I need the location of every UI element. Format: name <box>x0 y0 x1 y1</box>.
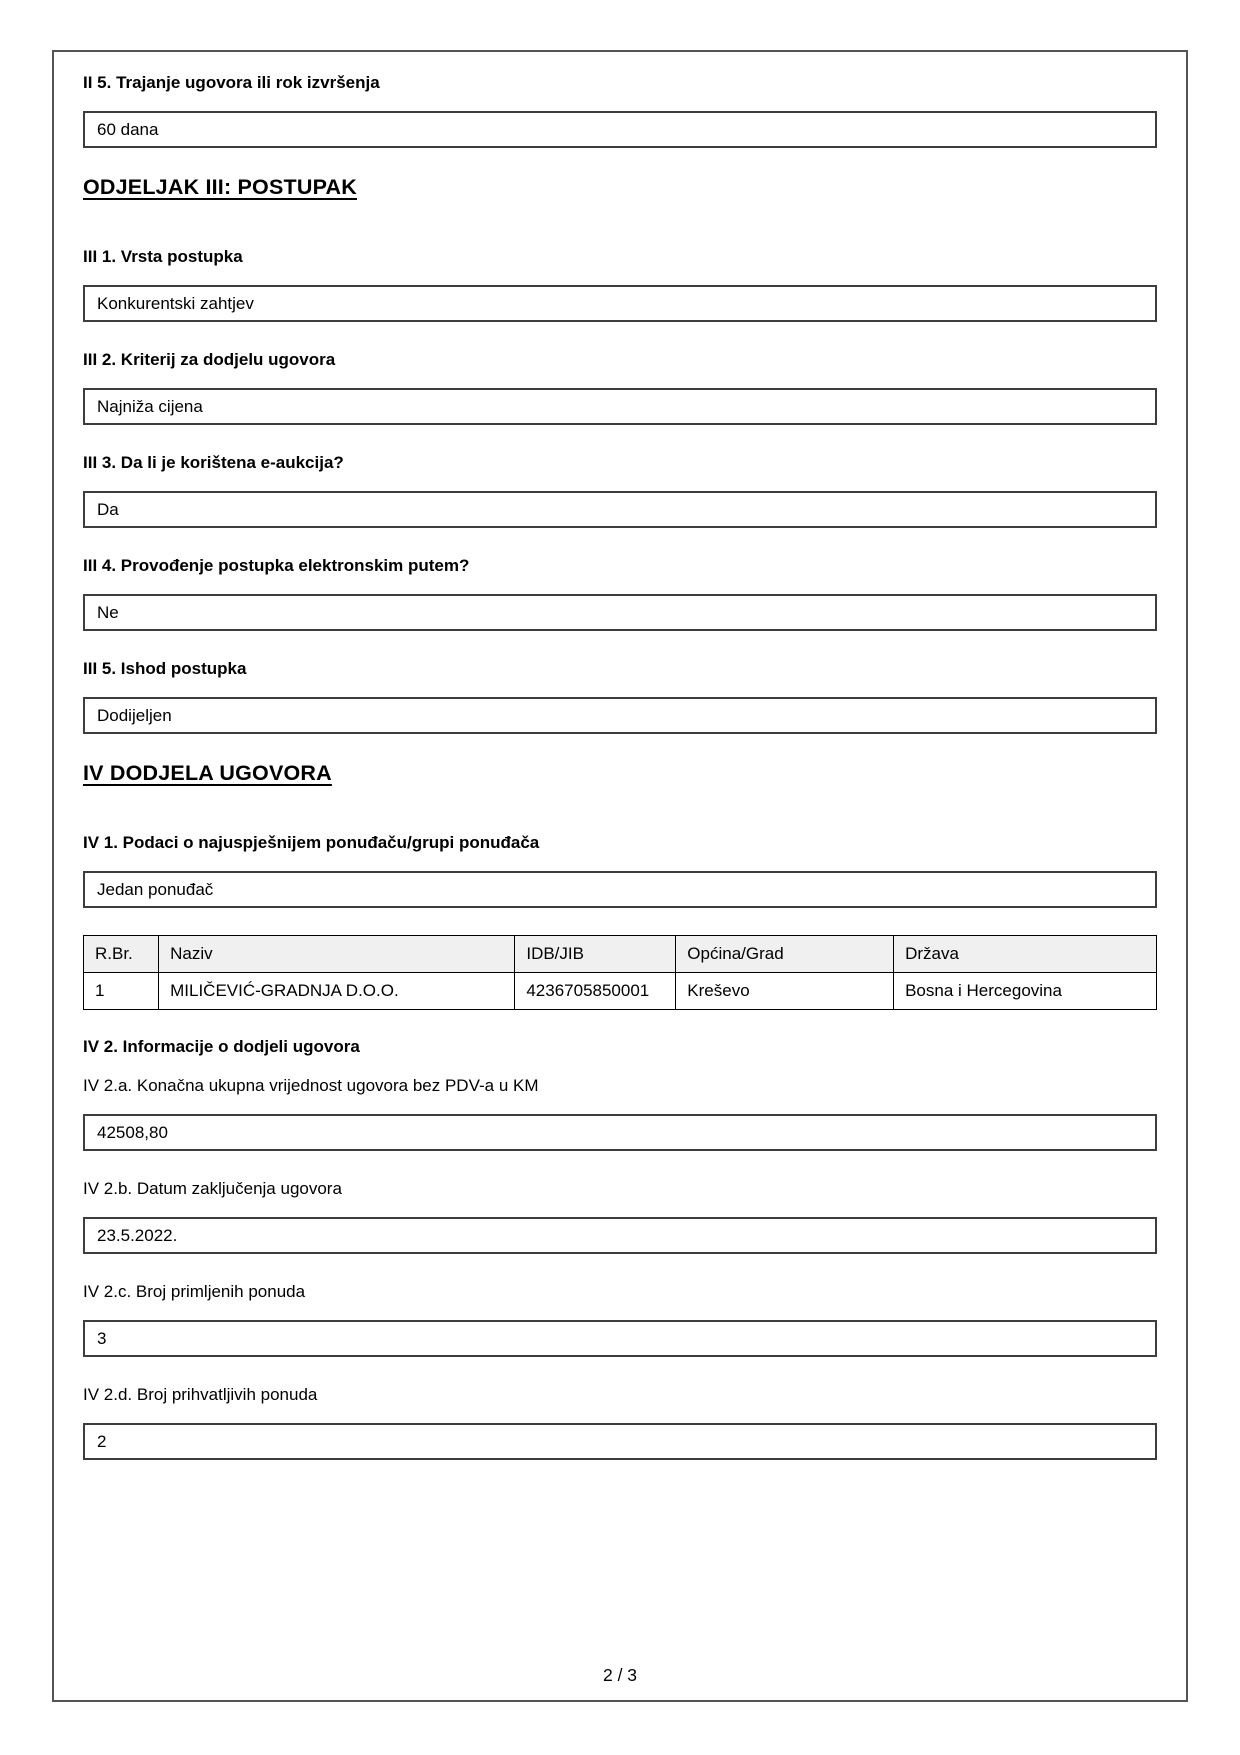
field-box-iii3 <box>83 491 1157 528</box>
field-label-iv1: IV 1. Podaci o najuspješnijem ponuđaču/grupi ponuđača <box>83 833 540 852</box>
field-label-iv2b: IV 2.b. Datum zaključenja ugovora <box>83 1179 342 1198</box>
winner-table-header-rbr: R.Br. <box>84 936 159 973</box>
field-label-iii1: III 1. Vrsta postupka <box>83 247 243 266</box>
winner-table-header-idbjib: IDB/JIB <box>515 936 676 973</box>
field-label-iii4: III 4. Provođenje postupka elektronskim putem? <box>83 556 470 575</box>
field-label-iii3: III 3. Da li je korištena e-aukcija? <box>83 453 344 472</box>
field-box-iii4 <box>83 594 1157 631</box>
page-number: 2 / 3 <box>602 1665 638 1685</box>
winner-table-row <box>84 973 1157 1010</box>
field-value-iii5: Dodijeljen <box>97 705 172 725</box>
field-value-iv2a: 42508,80 <box>97 1122 168 1142</box>
field-box-iv2b <box>83 1217 1157 1254</box>
field-value-iv1: Jedan ponuđač <box>97 879 214 899</box>
winner-cell-idbjib: 4236705850001 <box>515 973 676 1010</box>
field-value-iii1: Konkurentski zahtjev <box>97 293 254 313</box>
field-label-iv2a: IV 2.a. Konačna ukupna vrijednost ugovora bez PDV-a u KM <box>83 1076 539 1095</box>
winner-cell-drzava: Bosna i Hercegovina <box>894 973 1157 1010</box>
winner-table <box>83 935 1157 1010</box>
winner-cell-opcina: Kreševo <box>676 973 894 1010</box>
field-value-iii4: Ne <box>97 602 119 622</box>
field-label-iii2: III 2. Kriterij za dodjelu ugovora <box>83 350 336 369</box>
field-box-iv2c <box>83 1320 1157 1357</box>
field-box-iv2d <box>83 1423 1157 1460</box>
winner-table-header-drzava: Država <box>894 936 1157 973</box>
field-label-iv2d: IV 2.d. Broj prihvatljivih ponuda <box>83 1385 318 1404</box>
field-label-iii5: III 5. Ishod postupka <box>83 659 247 678</box>
field-box-iii1 <box>83 285 1157 322</box>
winner-table-header-opcina: Općina/Grad <box>676 936 894 973</box>
winner-cell-naziv: MILIČEVIĆ-GRADNJA D.O.O. <box>159 973 515 1010</box>
field-value-ii5: 60 dana <box>97 119 159 139</box>
field-box-ii5 <box>83 111 1157 148</box>
field-value-iv2d: 2 <box>97 1431 107 1451</box>
field-value-iv2c: 3 <box>97 1328 107 1348</box>
field-value-iii2: Najniža cijena <box>97 396 203 416</box>
field-box-iii5 <box>83 697 1157 734</box>
winner-table-header-naziv: Naziv <box>159 936 515 973</box>
field-value-iii3: Da <box>97 499 119 519</box>
field-label-iv2c: IV 2.c. Broj primljenih ponuda <box>83 1282 306 1301</box>
field-label-iv2: IV 2. Informacije o dodjeli ugovora <box>83 1037 360 1056</box>
section-heading-iv-dodjela: IV DODJELA UGOVORA <box>83 761 332 785</box>
section-heading-iii-postupak: ODJELJAK III: POSTUPAK <box>83 175 357 199</box>
field-box-iv2a <box>83 1114 1157 1151</box>
winner-cell-rbr: 1 <box>84 973 159 1010</box>
field-box-iii2 <box>83 388 1157 425</box>
winner-table-header-row <box>84 936 1157 973</box>
field-box-iv1 <box>83 871 1157 908</box>
field-label-ii5: II 5. Trajanje ugovora ili rok izvršenja <box>83 73 380 92</box>
field-value-iv2b: 23.5.2022. <box>97 1225 178 1245</box>
document-page <box>52 50 1188 1702</box>
